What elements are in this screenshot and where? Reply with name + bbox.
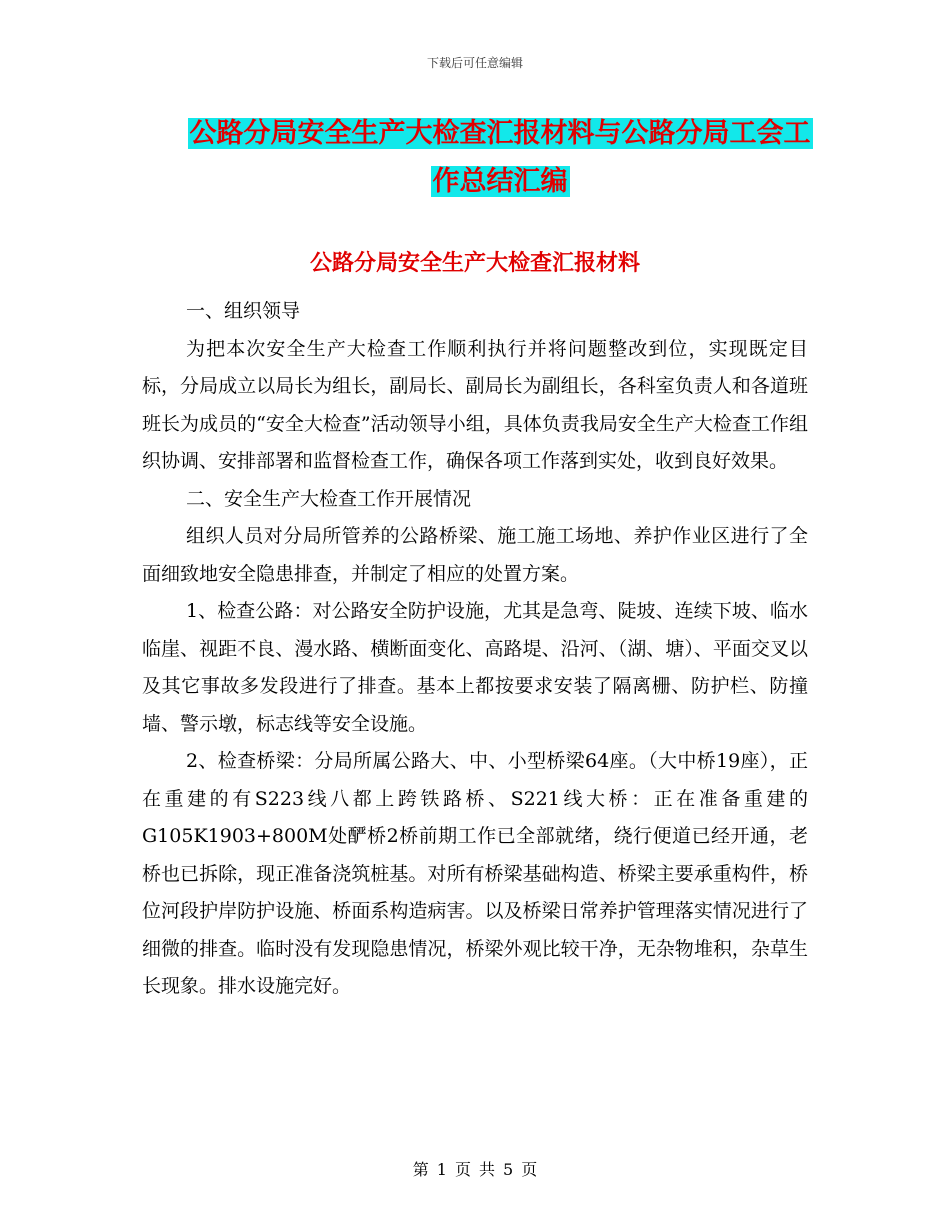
footer-total-prefix: 共 (479, 1160, 496, 1179)
page-footer (0, 1157, 950, 1180)
heading-inspection-status: 二、安全生产大检查工作开展情况 (186, 487, 472, 510)
page-total: 5 (503, 1160, 514, 1179)
page-number: 1 (436, 1160, 447, 1179)
footer-mid: 页 (454, 1160, 471, 1179)
paragraph-organization: 为把本次安全生产大检查工作顺利执行并将问题整改到位，实现既定目标，分局成立以局长为组长，副局长、副局长为副组长，各科室负责人和各道班班长为成员的“安全大检查”活动领导小组，具体负责我局安全生产大检查工作组织协调、安排部署和监督检查工作，确保各项工作落到实处，收到良好效果。 (142, 337, 808, 472)
document-title (180, 110, 820, 206)
header-note: 下载后可任意编辑 (426, 56, 523, 70)
document-title-line2: 作总结汇编 (432, 166, 568, 197)
heading-organization: 一、组织领导 (186, 300, 301, 322)
paragraph-inspection-overview: 组织人员对分局所管养的公路桥梁、施工施工场地、养护作业区进行了全面细致地安全隐患排查，并制定了相应的处置方案。 (142, 525, 808, 585)
paragraph-bridge-inspection: 2、检查桥梁：分局所属公路大、中、小型桥梁64座。（大中桥19座），正在重建的有S223线八都上跨铁路桥、S221线大桥：正在准备重建的G105K1903+800M处酽桥2桥前期工作已全部就绪，绕行便道已经开通，老桥也已拆除，现正准备浇筑桩基。对所有桥梁基础构造、桥梁主要承重构件，桥位河段护岸防护设施、桥面系构造病害。以及桥梁日常养护管理落实情况进行了细微的排查。临时没有发现隐患情况，桥梁外观比较干净，无杂物堆积，杂草生长现象。排水设施完好。 (142, 750, 808, 997)
paragraph-road-inspection: 1、检查公路：对公路安全防护设施，尤其是急弯、陡坡、连续下坡、临水临崖、视距不良、漫水路、横断面变化、高路堤、沿河、（湖、塘）、平面交叉以及其它事故多发段进行了排查。基本上都按要求安装了隔离栅、防护栏、防撞墙、警示墩，标志线等安全设施。 (142, 600, 808, 735)
section-title: 公路分局安全生产大检查汇报材料 (309, 251, 640, 276)
document-title-line1: 公路分局安全生产大检查汇报材料与公路分局工会工 (189, 118, 811, 149)
body-text (142, 293, 808, 1006)
footer-suffix: 页 (521, 1160, 538, 1179)
footer-prefix: 第 (412, 1160, 429, 1179)
